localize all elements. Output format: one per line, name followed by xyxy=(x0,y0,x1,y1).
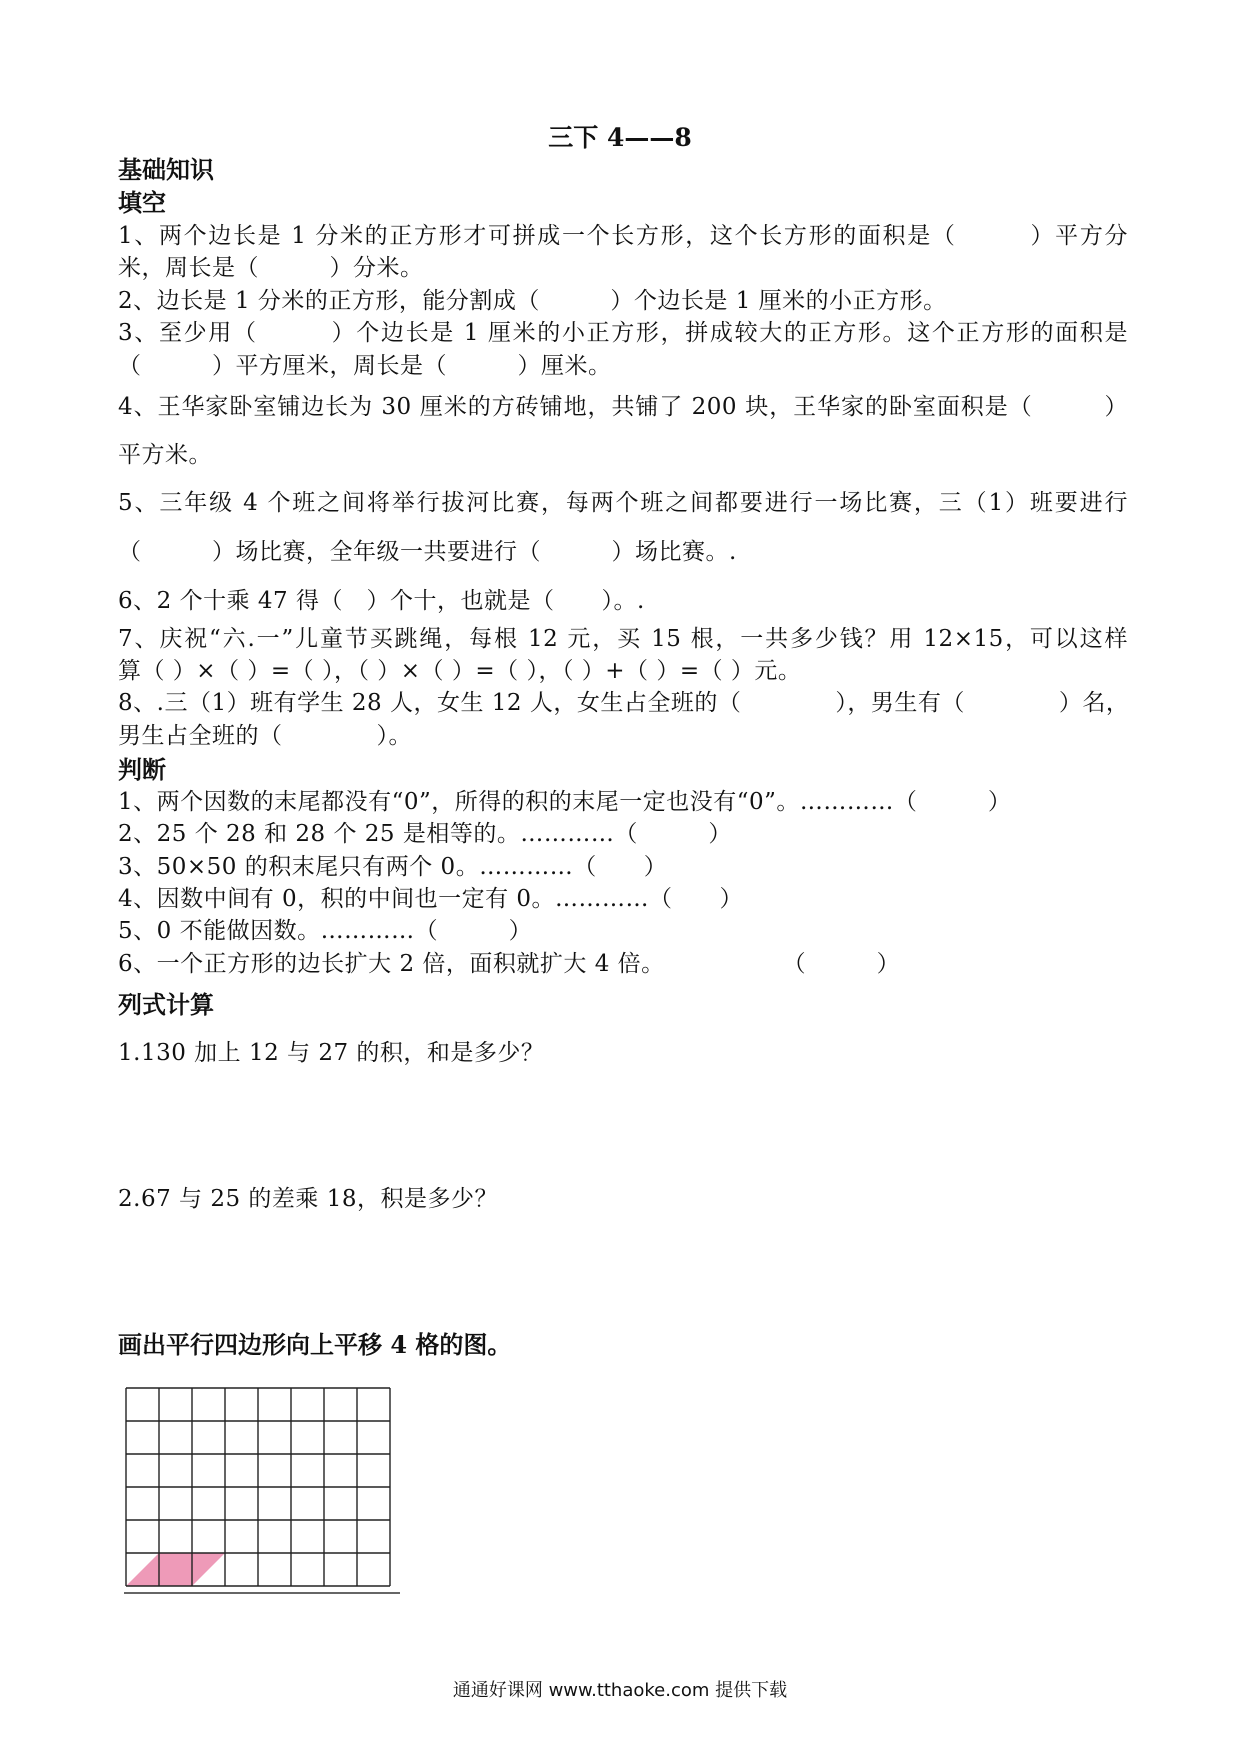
translation-grid xyxy=(124,1386,400,1600)
fill-line-2: 米，周长是（ ）分米。 xyxy=(118,255,424,281)
grid-figure xyxy=(124,1386,400,1596)
footer-credit: 通通好课网 www.tthaoke.com 提供下载 xyxy=(452,1680,788,1701)
fill-line-12: 算（ ）×（ ）=（ ），（ ）×（ ）=（ ），（ ）+（ ）=（ ）元。 xyxy=(118,658,802,684)
judge-line-2: 2、25 个 28 和 28 个 25 是相等的。…………（ ） xyxy=(118,821,732,847)
fill-line-4: 3、至少用（ ）个边长是 1 厘米的小正方形，拼成较大的正方形。这个正方形的面积是 xyxy=(118,320,1128,346)
judge-line-4: 4、因数中间有 0，积的中间也一定有 0。…………（ ） xyxy=(118,886,744,912)
pink-parallelogram xyxy=(126,1553,225,1586)
judge-line-1: 1、两个因数的末尾都没有“0”，所得的积的末尾一定也没有“0”。…………（ ） xyxy=(118,789,1012,815)
fill-line-5: （ ）平方厘米，周长是（ ）厘米。 xyxy=(118,353,612,379)
fill-line-3: 2、边长是 1 分米的正方形，能分割成（ ）个边长是 1 厘米的小正方形。 xyxy=(118,288,947,314)
section-judge-heading: 判断 xyxy=(118,755,166,784)
judge-line-5: 5、0 不能做因数。…………（ ） xyxy=(118,918,533,944)
section-calc-heading: 列式计算 xyxy=(118,990,214,1019)
fill-line-13: 8、.三（1）班有学生 28 人，女生 12 人，女生占全班的（ ），男生有（ ）名， xyxy=(118,690,1130,716)
section-fill-heading: 填空 xyxy=(118,188,166,217)
fill-line-6: 4、王华家卧室铺边长为 30 厘米的方砖铺地，共铺了 200 块，王华家的卧室面积是（ ） xyxy=(118,394,1128,420)
calc-question-2: 2.67 与 25 的差乘 18，积是多少？ xyxy=(118,1186,498,1212)
judge-line-6: 6、一个正方形的边长扩大 2 倍，面积就扩大 4 倍。 （ ） xyxy=(118,951,901,977)
fill-line-7: 平方米。 xyxy=(118,442,212,468)
fill-line-14: 男生占全班的（ ）。 xyxy=(118,723,412,749)
judge-line-3: 3、50×50 的积末尾只有两个 0。…………（ ） xyxy=(118,854,668,880)
section-draw-heading: 画出平行四边形向上平移 4 格的图。 xyxy=(118,1330,512,1359)
fill-line-8: 5、三年级 4 个班之间将举行拔河比赛，每两个班之间都要进行一场比赛，三（1）班要进行 xyxy=(118,490,1128,516)
page-title: 三下 4——8 xyxy=(548,123,692,152)
fill-line-11: 7、庆祝“六.一”儿童节买跳绳，每根 12 元，买 15 根，一共多少钱？用 12×15，可以这样 xyxy=(118,626,1128,652)
fill-line-10: 6、2 个十乘 47 得（ ）个十，也就是（ ）。. xyxy=(118,588,645,614)
calc-question-1: 1.130 加上 12 与 27 的积，和是多少？ xyxy=(118,1040,545,1066)
fill-line-1: 1、两个边长是 1 分米的正方形才可拼成一个长方形，这个长方形的面积是（ ）平方分 xyxy=(118,223,1128,249)
fill-line-9: （ ）场比赛，全年级一共要进行（ ）场比赛。. xyxy=(118,539,737,565)
section-basics-heading: 基础知识 xyxy=(118,155,214,184)
